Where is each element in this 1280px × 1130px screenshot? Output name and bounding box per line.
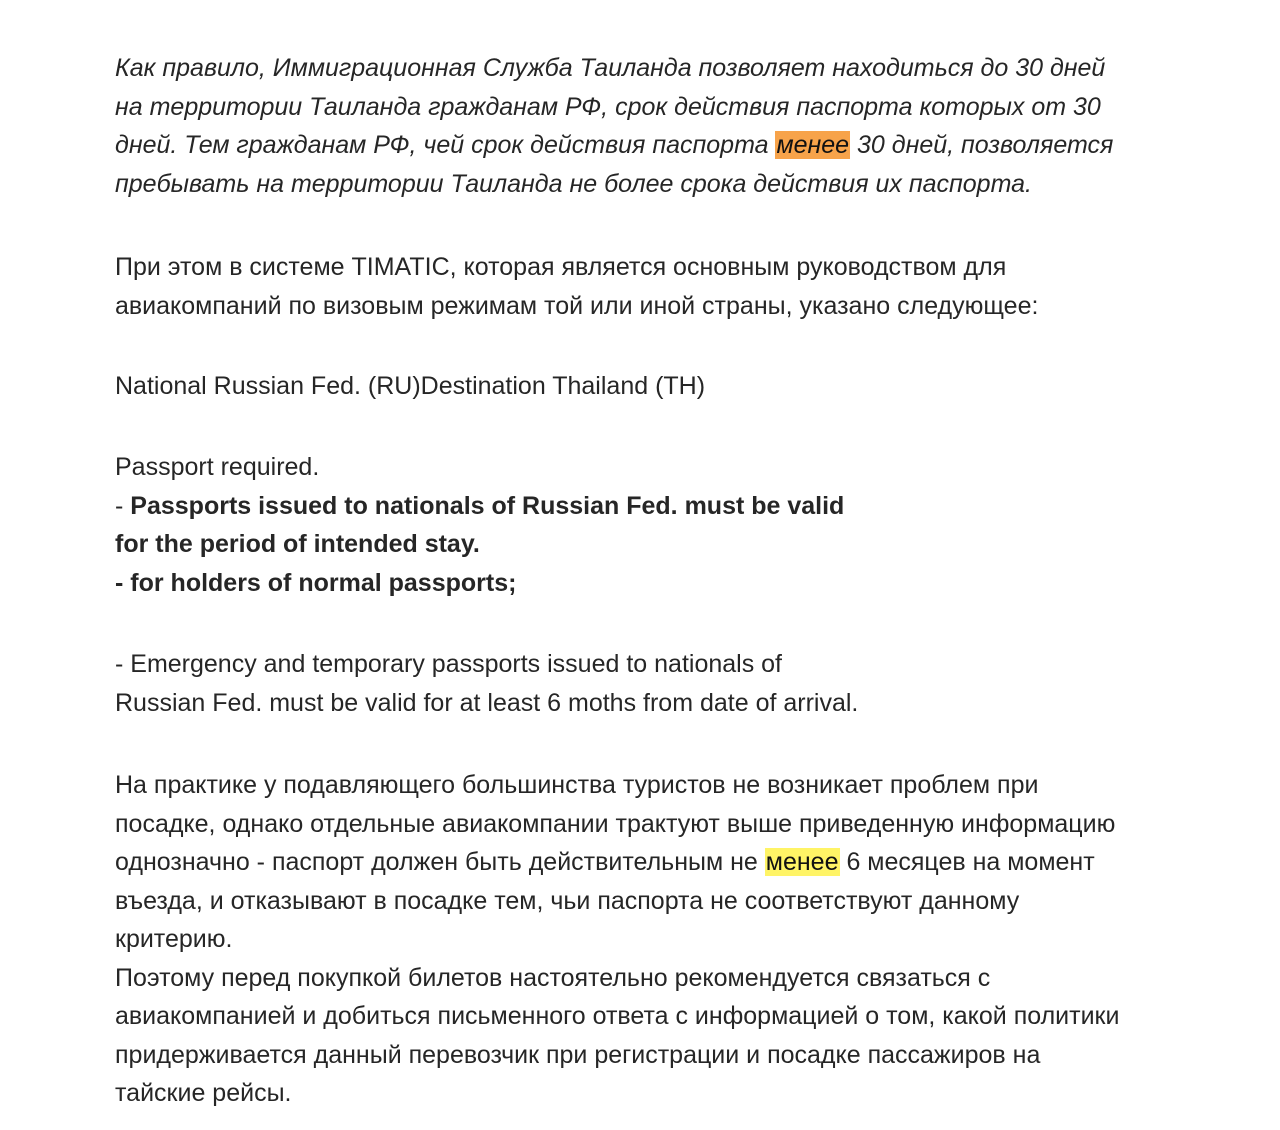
text-line: - Emergency and temporary passports issued to nationals of <box>115 650 783 678</box>
italic-paragraph <box>115 49 1113 203</box>
text-line: пребывать на территории Таиланда не более срока действия их паспорта. <box>115 169 1032 198</box>
highlighted-word-yellow: менее <box>765 848 839 876</box>
bold-text: for the period of intended stay. <box>115 530 480 558</box>
text-line: На практике у подавляющего большинства туристов не возникает проблем при <box>115 771 1039 799</box>
bold-text: - for holders of normal passports; <box>115 568 517 597</box>
text-line: авиакомпанией и добиться письменного ответа с информацией о том, какой политики <box>115 1002 1120 1030</box>
passport-requirements <box>115 448 844 602</box>
text-line <box>115 126 1113 165</box>
text-line: Поэтому перед покупкой билетов настоятельно рекомендуется связаться с <box>115 963 991 992</box>
text-line: авиакомпаний по визовым режимам той или иной страны, указано следующее: <box>115 291 1039 320</box>
text-line: критерию. <box>115 925 233 953</box>
highlighted-word-orange: менее <box>776 131 850 159</box>
text-line <box>115 487 844 526</box>
text-segment: 6 месяцев на момент <box>839 848 1095 876</box>
text-segment: дней. Тем гражданам РФ, чей срок действия паспорта <box>115 131 776 159</box>
practice-paragraph <box>115 766 1119 1113</box>
emergency-passports <box>115 645 858 722</box>
text-line: посадке, однако отдельные авиакомпании трактуют выше приведенную информацию <box>115 809 1116 838</box>
text-line: тайские рейсы. <box>115 1079 292 1107</box>
route-line: National Russian Fed. (RU)Destination Thailand (TH) <box>115 372 706 400</box>
text-line: на территории Таиланда гражданам РФ, срок действия паспорта которых от 30 <box>115 92 1101 121</box>
text-line <box>115 843 1119 882</box>
text-line: въезда, и отказывают в посадке тем, чьи паспорта не соответствуют данному <box>115 886 1020 915</box>
text-segment: 30 дней, позволяется <box>850 131 1114 159</box>
text-line: Как правило, Иммиграционная Служба Таиланда позволяет находиться до 30 дней <box>115 54 1106 82</box>
text-line: придерживается данный перевозчик при регистрации и посадке пассажиров на <box>115 1040 1041 1069</box>
text-segment: однозначно - паспорт должен быть действительным не <box>115 848 765 876</box>
text-line: Russian Fed. must be valid for at least 6 moths from date of arrival. <box>115 688 859 717</box>
text-line: Passport required. <box>115 453 320 481</box>
text-line: При этом в системе TIMATIC, которая является основным руководством для <box>115 253 1007 281</box>
bold-text: Passports issued to nationals of Russian Fed. must be valid <box>130 491 845 520</box>
text-segment: - <box>115 491 131 520</box>
timatic-paragraph <box>115 248 1038 325</box>
